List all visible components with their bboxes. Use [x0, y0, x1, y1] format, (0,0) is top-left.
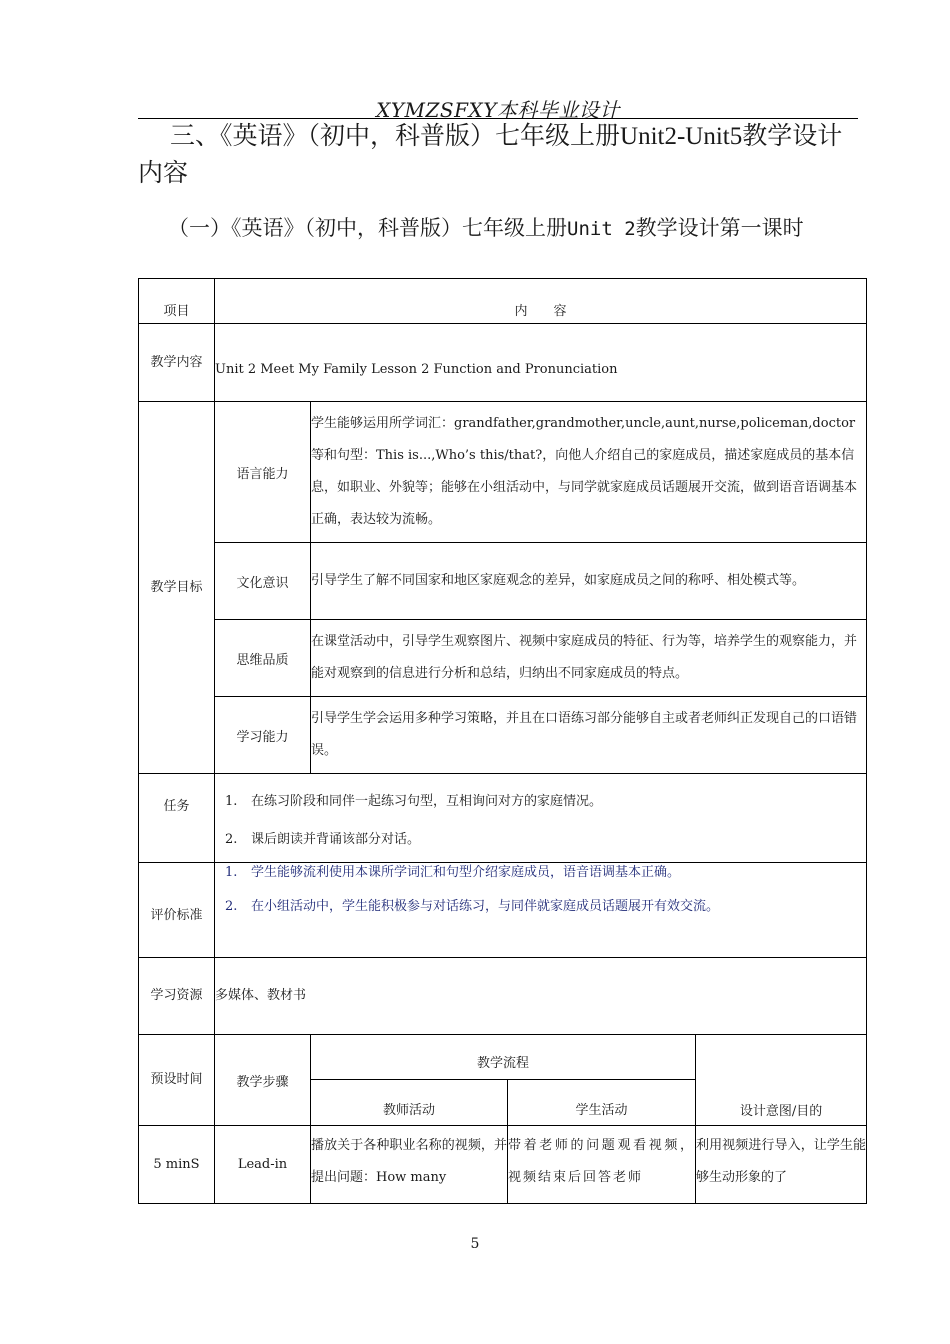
resources-row	[139, 958, 867, 1035]
section-title-suffix: 教学设计内容	[138, 121, 843, 187]
flow-step: Lead-in	[215, 1126, 311, 1204]
objective-name: 学习能力	[215, 697, 311, 774]
subsection-title-prefix: （一）《英语》（初中，科普版）七年级上册	[168, 216, 567, 240]
flow-header-row	[139, 1035, 867, 1080]
list-number: 2.	[225, 832, 238, 847]
tasks-row	[139, 774, 867, 863]
teacher-label: 教师活动	[311, 1080, 508, 1126]
list-text: 在练习阶段和同伴一起练习句型，互相询问对方的家庭情况。	[251, 794, 603, 809]
flow-row	[139, 1126, 867, 1204]
objective-name: 思维品质	[215, 620, 311, 697]
evaluation-label: 评价标准	[139, 863, 215, 958]
objective-name: 语言能力	[215, 402, 311, 543]
list-item	[225, 783, 856, 821]
list-text: 课后朗读并背诵该部分对话。	[251, 832, 421, 847]
teaching-content-label: 教学内容	[139, 324, 215, 402]
flow-teacher: 播放关于各种职业名称的视频，并提出问题：How many	[311, 1126, 508, 1204]
subsection-title	[138, 210, 860, 247]
list-item	[225, 863, 856, 883]
flow-student: 带着老师的问题观看视频，视频结束后回答老师	[508, 1126, 696, 1204]
tasks-list	[215, 774, 867, 863]
subsection-title-suffix: 教学设计第一课时	[635, 216, 804, 240]
list-text: 学生能够流利使用本课所学词汇和句型介绍家庭成员，语音语调基本正确。	[251, 865, 681, 880]
objectives-label: 教学目标	[139, 402, 215, 774]
evaluation-list	[215, 863, 867, 958]
section-title-units: Unit2-Unit5	[620, 123, 743, 150]
tasks-label: 任务	[139, 774, 215, 863]
intent-label: 设计意图/目的	[696, 1035, 867, 1126]
objective-row	[139, 697, 867, 774]
teaching-content-row	[139, 324, 867, 402]
page-header: XYMZSFXY本科毕业设计	[376, 98, 620, 122]
list-number: 1.	[225, 865, 238, 880]
objective-text: 引导学生了解不同国家和地区家庭观念的差异，如家庭成员之间的称呼、相处模式等。	[311, 543, 867, 620]
page-number: 5	[470, 1236, 480, 1252]
list-text: 在小组活动中，学生能积极参与对话练习，与同伴就家庭成员话题展开有效交流。	[251, 899, 720, 914]
list-number: 1.	[225, 794, 238, 809]
list-item	[225, 897, 856, 917]
section-title-prefix: 三、《英语》（初中，科普版）七年级上册	[170, 121, 621, 150]
teaching-content-value: Unit 2 Meet My Family Lesson 2 Function and Pronunciation	[215, 324, 867, 402]
flow-label: 教学流程	[311, 1035, 696, 1080]
flow-time: 5 minS	[139, 1126, 215, 1204]
subsection-title-unit: Unit 2	[567, 218, 636, 240]
objective-row	[139, 402, 867, 543]
resources-value: 多媒体、教材书	[215, 958, 867, 1035]
student-label: 学生活动	[508, 1080, 696, 1126]
lesson-plan-table	[138, 278, 867, 1204]
resources-label: 学习资源	[139, 958, 215, 1035]
objective-text: 在课堂活动中，引导学生观察图片、视频中家庭成员的特征、行为等，培养学生的观察能力，并能对观察到的信息进行分析和总结，归纳出不同家庭成员的特点。	[311, 620, 867, 697]
time-label: 预设时间	[139, 1035, 215, 1126]
list-number: 2.	[225, 899, 238, 914]
objective-text: 引导学生学会运用多种学习策略，并且在口语练习部分能够自主或者老师纠正发现自己的口语错误。	[311, 697, 867, 774]
table-header-row	[139, 279, 867, 324]
objective-row	[139, 543, 867, 620]
step-label: 教学步骤	[215, 1035, 311, 1126]
flow-intent: 利用视频进行导入，让学生能够生动形象的了	[696, 1126, 867, 1204]
list-item	[225, 821, 856, 859]
objective-text: 学生能够运用所学词汇：grandfather,grandmother,uncle,aunt,nurse,policeman,doctor 等和句型：This is...,Who’s this/that?，向他人介绍自己的家庭成员，描述家庭成员的基本信息，如职业、外貌等；能够在小组活动中，与同学就家庭成员话题展开交流，做到语音语调基本正确，表达较为流畅。	[311, 402, 867, 543]
header-item-cell: 项目	[139, 279, 215, 324]
section-title	[138, 118, 860, 191]
evaluation-row	[139, 863, 867, 958]
objective-row	[139, 620, 867, 697]
header-content-cell: 内 容	[215, 279, 867, 324]
objective-name: 文化意识	[215, 543, 311, 620]
